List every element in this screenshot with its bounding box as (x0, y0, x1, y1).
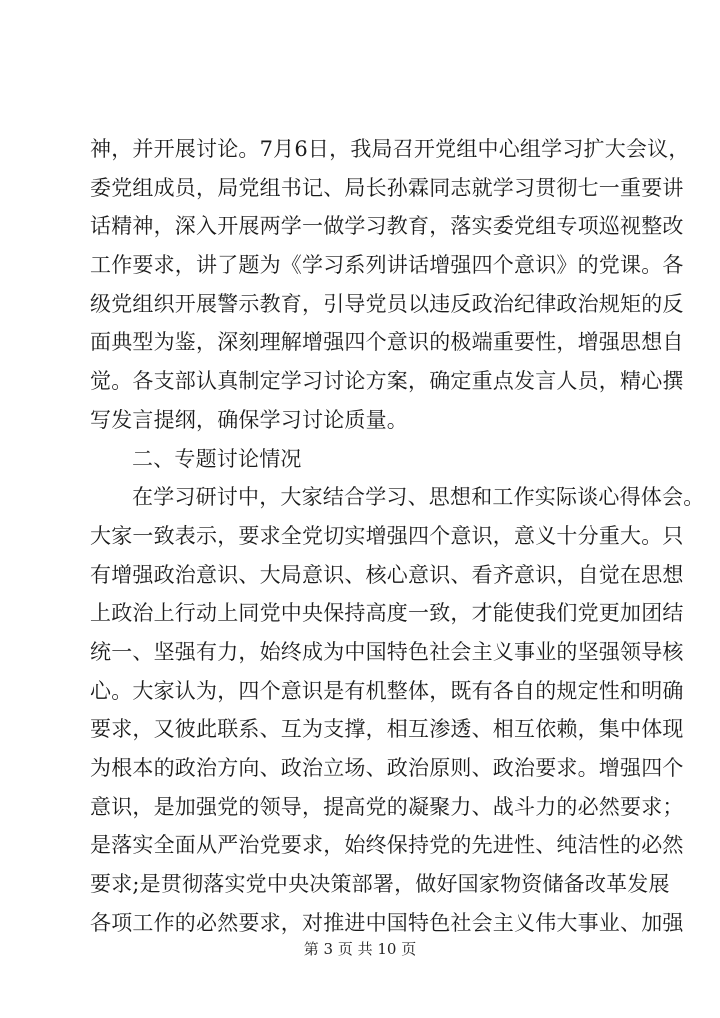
text-line: 觉。各支部认真制定学习讨论方案，确定重点发言人员，精心撰 (90, 369, 684, 394)
text-line: 要求，又彼此联系、互为支撑，相互渗透、相互依赖，集中体现 (90, 717, 684, 742)
text-line: 写发言提纲，确保学习讨论质量。 (90, 407, 408, 432)
text-line: 面典型为鉴，深刻理解增强四个意识的极端重要性，增强思想自 (90, 330, 684, 355)
text-line: 有增强政治意识、大局意识、核心意识、看齐意识，自觉在思想 (90, 562, 684, 587)
text-line: 工作要求，讲了题为《学习系列讲话增强四个意识》的党课。各 (90, 253, 684, 278)
text-line: 是落实全面从严治党要求，始终保持党的先进性、纯洁性的必然 (90, 833, 684, 858)
text-line: 在学习研讨中，大家结合学习、思想和工作实际谈心得体会。 (132, 485, 705, 510)
text-line: 为根本的政治方向、政治立场、政治原则、政治要求。增强四个 (90, 756, 684, 780)
section-heading: 二、专题讨论情况 (132, 446, 302, 471)
text-line: 话精神，深入开展两学一做学习教育，落实委党组专项巡视整改 (90, 214, 684, 239)
text-line: 要求;是贯彻落实党中央决策部署，做好国家物资储备改革发展 (90, 872, 670, 897)
body-text (90, 130, 705, 942)
text-line: 各项工作的必然要求，对推进中国特色社会主义伟大事业、加强 (90, 910, 684, 935)
text-line: 上政治上行动上同党中央保持高度一致，才能使我们党更加团结 (90, 601, 684, 626)
text-line: 统一、坚强有力，始终成为中国特色社会主义事业的坚强领导核 (90, 639, 684, 664)
text-line: 神，并开展讨论。7月6日，我局召开党组中心组学习扩大会议， (90, 137, 690, 161)
text-line: 意识，是加强党的领导，提高党的凝聚力、战斗力的必然要求； (90, 794, 684, 819)
text-line: 心。大家认为，四个意识是有机整体，既有各自的规定性和明确 (90, 678, 684, 703)
page-number-footer: 第 3 页 共 10 页 (303, 940, 417, 958)
text-line: 委党组成员，局党组书记、局长孙霖同志就学习贯彻七一重要讲 (90, 175, 684, 200)
text-line: 级党组织开展警示教育，引导党员以违反政治纪律政治规矩的反 (90, 291, 684, 316)
text-line: 大家一致表示，要求全党切实增强四个意识，意义十分重大。只 (90, 523, 684, 548)
